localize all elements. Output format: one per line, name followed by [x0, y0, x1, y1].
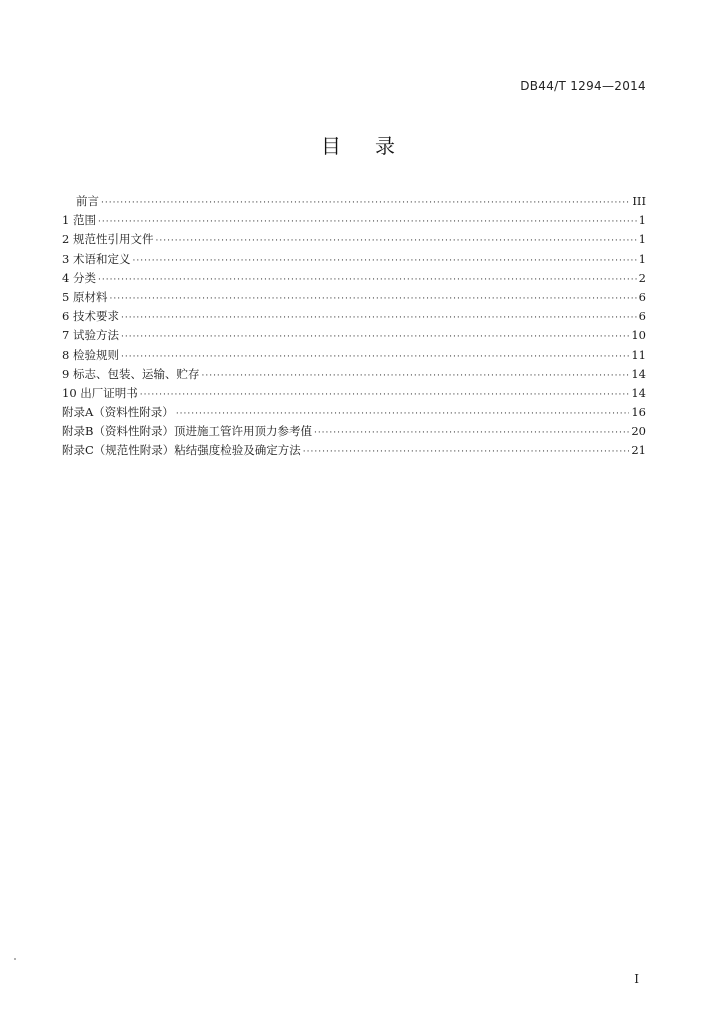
toc-entry-technical-requirements[interactable] — [62, 307, 646, 326]
scan-speck — [14, 958, 16, 960]
toc-entry-page: 1 — [638, 232, 646, 247]
toc-leader-dots — [155, 232, 636, 251]
toc-entry-appendix-c[interactable] — [62, 441, 646, 460]
toc-entry-label: 2 规范性引用文件 — [62, 232, 154, 247]
toc-entry-page: 6 — [638, 309, 646, 324]
toc-entry-page: 16 — [631, 405, 646, 420]
toc-entry-normative-references[interactable] — [62, 230, 646, 249]
toc-entry-terms-definitions[interactable] — [62, 250, 646, 269]
toc-entry-label: 1 范围 — [62, 213, 96, 228]
toc-leader-dots — [314, 424, 629, 443]
toc-entry-label: 10 出厂证明书 — [62, 385, 138, 400]
toc-list — [62, 192, 646, 461]
toc-entry-label: 7 试验方法 — [62, 328, 119, 343]
toc-entry-page: 20 — [631, 424, 646, 439]
toc-entry-raw-materials[interactable] — [62, 288, 646, 307]
toc-entry-foreword[interactable] — [62, 192, 646, 211]
toc-entry-marking-packaging[interactable] — [62, 365, 646, 384]
toc-entry-page: 14 — [631, 385, 646, 400]
toc-entry-page: 2 — [638, 270, 646, 285]
toc-entry-page: 1 — [638, 251, 646, 266]
toc-leader-dots — [101, 194, 630, 213]
toc-entry-label: 5 原材料 — [62, 289, 108, 304]
toc-entry-label: 附录B（资料性附录）顶进施工管许用顶力参考值 — [62, 424, 312, 439]
toc-entry-page: 21 — [631, 443, 646, 458]
toc-leader-dots — [121, 309, 637, 328]
toc-entry-page: 14 — [631, 366, 646, 381]
toc-entry-label: 3 术语和定义 — [62, 251, 131, 266]
toc-entry-classification[interactable] — [62, 269, 646, 288]
toc-entry-appendix-a[interactable] — [62, 403, 646, 422]
toc-leader-dots — [109, 290, 636, 309]
page-number: I — [634, 972, 639, 986]
toc-entry-page: 1 — [638, 213, 646, 228]
toc-entry-appendix-b[interactable] — [62, 422, 646, 441]
toc-entry-page: 10 — [631, 328, 646, 343]
document-code: DB44/T 1294—2014 — [520, 79, 646, 93]
toc-title: 目录 — [321, 134, 429, 158]
toc-leader-dots — [201, 367, 629, 386]
toc-leader-dots — [121, 328, 629, 347]
toc-entry-label: 附录C（规范性附录）粘结强度检验及确定方法 — [62, 443, 301, 458]
toc-entry-label: 4 分类 — [62, 270, 96, 285]
toc-entry-label: 9 标志、包装、运输、贮存 — [62, 366, 200, 381]
toc-leader-dots — [98, 271, 637, 290]
toc-leader-dots — [98, 213, 637, 232]
toc-entry-inspection-rules[interactable] — [62, 346, 646, 365]
toc-entry-scope[interactable] — [62, 211, 646, 230]
toc-entry-page: III — [632, 194, 646, 208]
toc-entry-label: 6 技术要求 — [62, 309, 119, 324]
toc-entry-page: 6 — [638, 289, 646, 304]
toc-entry-label: 前言 — [76, 194, 99, 208]
toc-entry-test-methods[interactable] — [62, 326, 646, 345]
toc-entry-label: 附录A（资料性附录） — [62, 405, 174, 420]
toc-entry-factory-certificate[interactable] — [62, 384, 646, 403]
toc-entry-page: 11 — [631, 347, 646, 362]
toc-leader-dots — [140, 386, 630, 405]
toc-leader-dots — [303, 443, 630, 462]
toc-entry-label: 8 检验规则 — [62, 347, 119, 362]
toc-leader-dots — [132, 252, 636, 271]
